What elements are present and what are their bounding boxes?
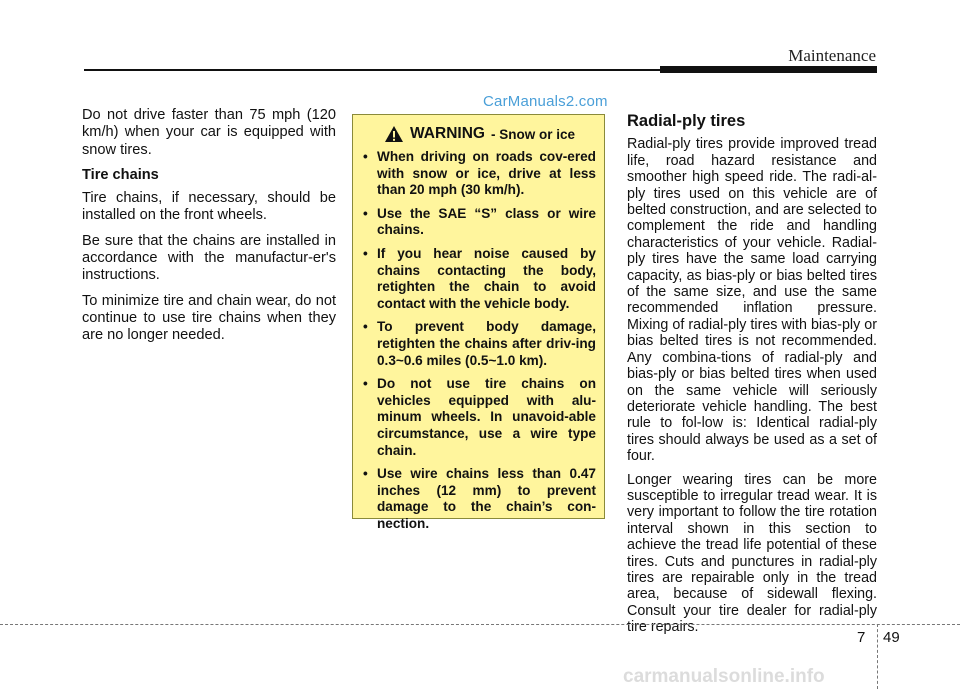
warning-box — [352, 114, 605, 531]
chapter-number: 7 — [857, 629, 866, 646]
warning-triangle-icon — [384, 125, 404, 143]
bullet: • — [363, 466, 368, 482]
warning-item — [363, 149, 596, 199]
warning-label: WARNING — [410, 125, 485, 142]
warning-item-text: To prevent body damage, retighten the chains after driv-ing 0.3~0.6 miles (0.5~1.0 km). — [377, 319, 596, 368]
radial-ply-heading: Radial-ply tires — [627, 112, 746, 130]
warning-header — [363, 125, 596, 143]
warning-item — [363, 206, 596, 239]
intro-paragraph: Do not drive faster than 75 mph (120 km/h) when your car is equipped with snow tires. — [82, 107, 336, 158]
warning-item-text: Use the SAE “S” class or wire chains. — [377, 205, 596, 238]
tire-chains-heading: Tire chains — [82, 166, 159, 183]
bullet: • — [363, 319, 368, 335]
warning-item — [363, 246, 596, 312]
left-column — [82, 107, 336, 353]
bullet: • — [363, 205, 368, 221]
watermark-bottom[interactable]: carmanualsonline.info — [623, 666, 825, 687]
warning-list — [363, 149, 596, 532]
paragraph: Radial-ply tires provide improved tread life, road hazard resistance and smoother high speed ride. The radi-al-ply tires used on this vehicle are of belted construction, and are selected to complement the ride and handling characteristics of your vehicle. Radial-ply tires have the same load carrying capacity, as bias-ply or bias belted tires of the same size, and use the same recommended inflation pressure. Mixing of radial-ply tires with bias-ply or bias belted tires is not recommended. Any combina-tions of radial-ply and bias-ply or bias belted tires when used on the same vehicle will seriously deteriorate vehicle handling. The best rule to fol-low is: Identical radial-ply tires should always be used as a set of four. — [627, 136, 877, 465]
section-title: Maintenance — [788, 46, 876, 65]
warning-item-text: Do not use tire chains on vehicles equipped with alu-minum wheels. In unavoid-able circumstance, use a wire type chain. — [377, 376, 596, 458]
right-column — [627, 113, 877, 643]
warning-item — [363, 319, 596, 369]
bullet: • — [363, 245, 368, 261]
page-number: 49 — [883, 629, 900, 646]
paragraph: Be sure that the chains are installed in accordance with the manufactur-er's instructions. — [82, 232, 336, 284]
warning-item — [363, 466, 596, 532]
paragraph: Tire chains, if necessary, should be installed on the front wheels. — [82, 190, 336, 224]
warning-item-text: Use wire chains less than 0.47 inches (12 mm) to prevent damage to the chain’s con-nection. — [377, 466, 596, 531]
paragraph: To minimize tire and chain wear, do not continue to use tire chains when they are no longer needed. — [82, 292, 336, 344]
header-rule-accent — [660, 66, 877, 73]
warning-item-text: If you hear noise caused by chains contacting the body, retighten the chain to avoid contact with the vehicle body. — [377, 245, 596, 311]
header-rule — [84, 69, 662, 71]
watermark-top[interactable]: CarManuals2.com — [483, 93, 608, 110]
bullet: • — [363, 149, 368, 164]
footer-divider — [877, 624, 878, 689]
warning-item-text: When driving on roads cov-ered with snow or ice, drive at less than 20 mph (30 km/h). — [377, 149, 596, 198]
paragraph: Longer wearing tires can be more susceptible to irregular tread wear. It is very important to follow the tire rotation interval shown in this section to achieve the tread life potential of these tires. Cuts and punctures in radial-ply tires are repairable only in the tread area, because of sidewall flexing. Consult your tire dealer for radial-ply tire repairs. — [627, 471, 877, 636]
warning-subtitle: - Snow or ice — [490, 126, 575, 142]
footer-rule — [0, 624, 960, 625]
warning-item — [363, 376, 596, 459]
bullet: • — [363, 376, 368, 392]
